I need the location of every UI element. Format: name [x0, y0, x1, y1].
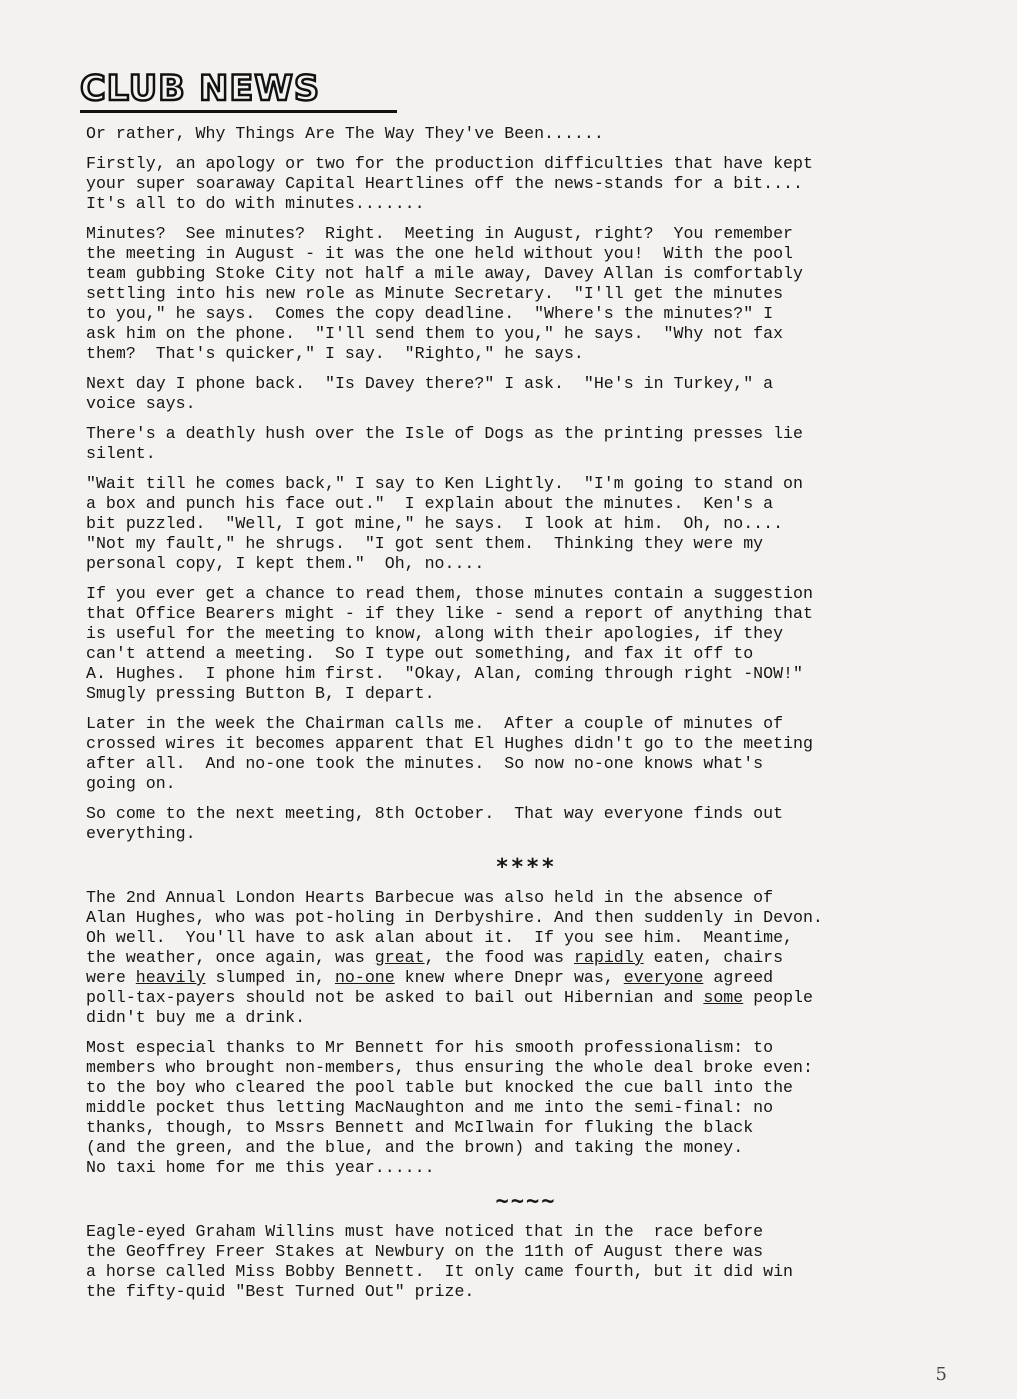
news-paragraph: [86, 714, 966, 794]
thanks-paragraph: Most especial thanks to Mr Bennett for his smooth professionalism: to members who brought non-members, thus ensuring the whole deal broke even: to the boy who cleared the pool table but knocked the cue ball into the middle pocket thus letting MacNaughton and me into the semi-final: no thanks, though, to Mssrs Bennett and McIlwain for fluking the black (and the green, and the blue, and the brown) and taking the money. No taxi home for me this year......: [86, 1038, 813, 1177]
news-paragraph: [86, 474, 966, 574]
text-line: "Wait till he comes back," I say to Ken Lightly. "I'm going to stand on: [86, 474, 803, 493]
underlined-word: great: [374, 948, 425, 967]
text-line: that Office Bearers might - if they like - send a report of anything that: [86, 604, 813, 623]
title-rule: [80, 110, 397, 113]
text-line: "Not my fault," he shrugs. "I got sent them. Thinking they were my: [86, 534, 764, 553]
text-line: the meeting in August - it was the one held without you! With the pool: [86, 244, 794, 263]
underlined-word: some: [703, 988, 744, 1007]
text-line: your super soaraway Capital Heartlines off the news-stands for a bit....: [86, 174, 803, 193]
section-divider-stars: ****: [495, 855, 557, 880]
text-line: Next day I phone back. "Is Davey there?" I ask. "He's in Turkey," a: [86, 374, 774, 393]
text-line: crossed wires it becomes apparent that El Hughes didn't go to the meeting: [86, 734, 813, 753]
text-line: It's all to do with minutes.......: [86, 194, 425, 213]
text-line: Minutes? See minutes? Right. Meeting in August, right? You remember: [86, 224, 794, 243]
text-line: silent.: [86, 444, 156, 463]
text-line: team gubbing Stoke City not half a mile away, Davey Allan is comfortably: [86, 264, 803, 283]
masthead: [80, 69, 397, 113]
text-line: settling into his new role as Minute Secretary. "I'll get the minutes: [86, 284, 784, 303]
text-line: Later in the week the Chairman calls me. After a couple of minutes of: [86, 714, 784, 733]
final-paragraph: Eagle-eyed Graham Willins must have noticed that in the race before the Geoffrey Freer Stakes at Newbury on the 11th of August there was a horse called Miss Bobby Bennett. It only came fourth, but it did win the fifty-quid "Best Turned Out" prize.: [86, 1222, 794, 1301]
underlined-word: no-one: [334, 968, 395, 987]
underlined-word: everyone: [623, 968, 704, 987]
barbecue-paragraph: The 2nd Annual London Hearts Barbecue was also held in the absence of Alan Hughes, who was pot-holing in Derbyshire. And then suddenly in Devon. Oh well. You'll have to ask alan about it. If you see him. Meantime, the weather, once again, was great, the food was rapidly eaten, chairs were heavily slumped in, no-one knew where Dnepr was, everyone agreed poll-tax-payers should not be asked to bail out Hibernian and some people didn't buy me a drink.: [86, 888, 823, 1027]
text-line: voice says.: [86, 394, 196, 413]
text-line: Or rather, Why Things Are The Way They've Been......: [86, 124, 604, 143]
text-line: can't attend a meeting. So I type out something, and fax it off to: [86, 644, 754, 663]
text-line: bit puzzled. "Well, I got mine," he says. I look at him. Oh, no....: [86, 514, 784, 533]
text-line: If you ever get a chance to read them, those minutes contain a suggestion: [86, 584, 813, 603]
underlined-word: rapidly: [573, 948, 644, 967]
article-body: [86, 124, 966, 1312]
text-line: ask him on the phone. "I'll send them to you," he says. "Why not fax: [86, 324, 784, 343]
news-paragraph: [86, 584, 966, 704]
news-paragraph: [86, 424, 966, 464]
news-paragraph: [86, 154, 966, 214]
club-news-paragraphs: [86, 124, 966, 844]
text-line: A. Hughes. I phone him first. "Okay, Alan, coming through right -NOW!": [86, 664, 803, 683]
section-divider-tildes: ~~~~: [495, 1189, 557, 1214]
text-line: There's a deathly hush over the Isle of Dogs as the printing presses lie: [86, 424, 803, 443]
text-line: a box and punch his face out." I explain about the minutes. Ken's a: [86, 494, 774, 513]
text-line: personal copy, I kept them." Oh, no....: [86, 554, 485, 573]
page-number: 5: [935, 1364, 947, 1385]
text-line: Firstly, an apology or two for the production difficulties that have kept: [86, 154, 813, 173]
text-line: after all. And no-one took the minutes. So now no-one knows what's: [86, 754, 764, 773]
text-line: them? That's quicker," I say. "Righto," he says.: [86, 344, 584, 363]
text-line: everything.: [86, 824, 196, 843]
news-paragraph: [86, 804, 966, 844]
news-paragraph: [86, 374, 966, 414]
news-paragraph: [86, 124, 966, 144]
underlined-word: heavily: [135, 968, 206, 987]
text-line: Smugly pressing Button B, I depart.: [86, 684, 435, 703]
text-line: So come to the next meeting, 8th October. That way everyone finds out: [86, 804, 784, 823]
page-title: CLUB NEWS: [80, 69, 321, 109]
text-line: is useful for the meeting to know, along with their apologies, if they: [86, 624, 784, 643]
text-line: going on.: [86, 774, 176, 793]
news-paragraph: [86, 224, 966, 364]
text-line: to you," he says. Comes the copy deadline. "Where's the minutes?" I: [86, 304, 774, 323]
